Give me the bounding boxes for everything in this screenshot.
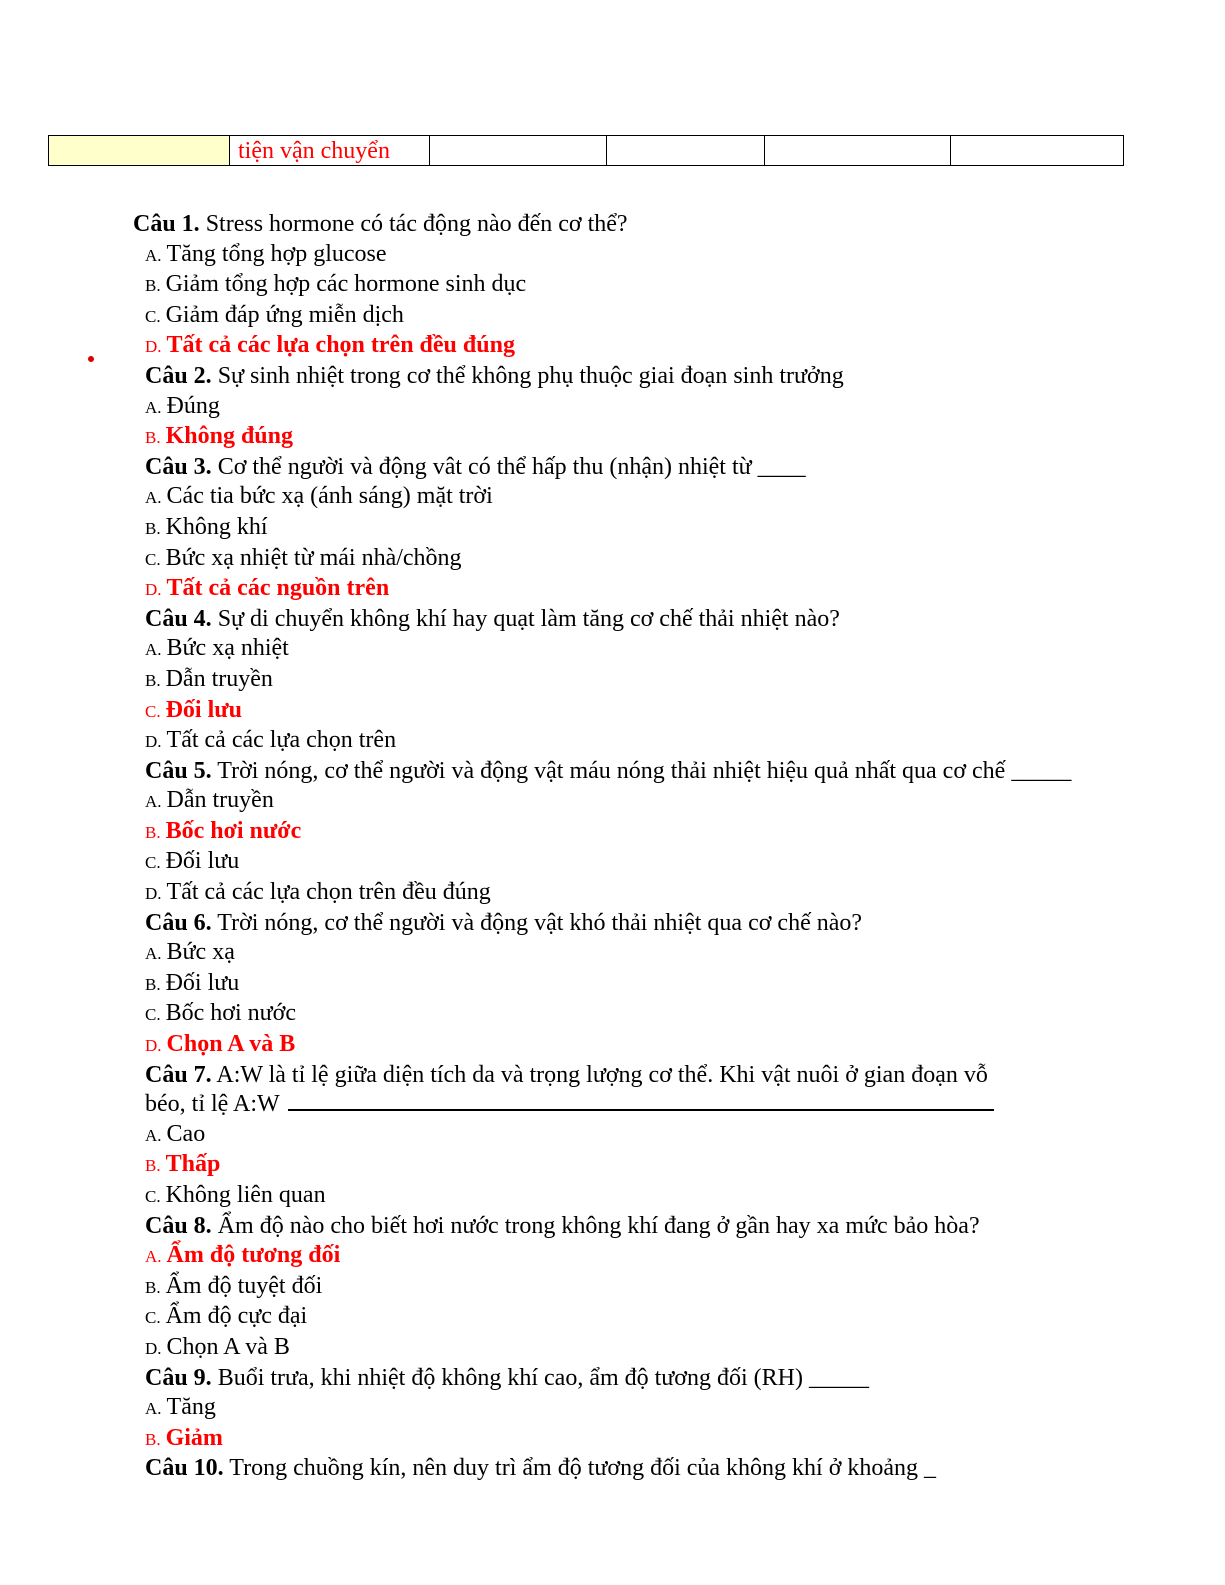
- answer-option: [133, 817, 1133, 848]
- question-3: [133, 453, 1133, 483]
- answer-option: [133, 665, 1133, 696]
- quiz-content: [133, 210, 1133, 1484]
- option-letter: D.: [145, 580, 162, 600]
- option-letter: C.: [145, 701, 161, 721]
- table-cell: [430, 136, 607, 166]
- top-table-fragment: [48, 135, 1124, 166]
- option-text: Bức xạ nhiệt: [166, 635, 289, 662]
- option-letter: B.: [145, 1277, 161, 1297]
- answer-option: [133, 847, 1133, 878]
- answer-option: [133, 1030, 1133, 1061]
- table-cell: [607, 136, 765, 166]
- question-label: Câu 8.: [145, 1212, 212, 1239]
- answer-option: [133, 422, 1133, 453]
- question-label: Câu 3.: [145, 453, 212, 480]
- option-letter: D.: [145, 884, 162, 904]
- option-letter: C.: [145, 549, 161, 569]
- answer-option: [133, 240, 1133, 271]
- answer-option: [133, 999, 1133, 1030]
- option-text: Không liên quan: [165, 1182, 326, 1208]
- question-9: [133, 1364, 1133, 1394]
- answer-option: [133, 1424, 1133, 1455]
- option-text: Đúng: [166, 392, 220, 419]
- option-text: Không đúng: [165, 423, 293, 450]
- question-10: [133, 1454, 1133, 1484]
- option-letter: C.: [145, 1187, 161, 1206]
- option-letter: A.: [145, 245, 162, 265]
- option-text: Không khí: [165, 513, 268, 540]
- question-label: Câu 10.: [145, 1455, 224, 1482]
- option-text: Ẩm độ cực đại: [165, 1303, 308, 1330]
- option-letter: B.: [145, 276, 161, 296]
- option-text: Cao: [166, 1120, 206, 1147]
- option-text: Đối lưu: [165, 696, 243, 723]
- answer-option: [133, 1272, 1133, 1303]
- answer-option: [133, 726, 1133, 757]
- option-letter: C.: [145, 853, 161, 873]
- option-letter: D.: [145, 1338, 162, 1358]
- question-label: Câu 7.: [145, 1061, 212, 1088]
- answer-option: [133, 969, 1133, 1000]
- option-letter: D.: [145, 1036, 162, 1056]
- option-text: Giảm tổng hợp các hormone sinh dục: [165, 271, 527, 298]
- question-label: Câu 5.: [145, 757, 212, 784]
- answer-option: [133, 301, 1133, 332]
- question-text: Trời nóng, cơ thể người và động vật khó thải nhiệt qua cơ chế nào?: [217, 909, 863, 936]
- option-text: Ẩm độ tuyệt đối: [165, 1272, 323, 1299]
- question-label: Câu 2.: [145, 362, 212, 389]
- answer-option: [133, 331, 1133, 362]
- option-letter: B.: [145, 670, 161, 690]
- option-text: Đối lưu: [165, 969, 240, 996]
- question-text: Sự di chuyển không khí hay quạt làm tăng cơ chế thải nhiệt nào?: [217, 605, 840, 632]
- option-letter: B.: [145, 822, 161, 842]
- option-letter: A.: [145, 1399, 162, 1419]
- answer-option: [133, 574, 1133, 605]
- option-text: Tất cả các lựa chọn trên: [166, 727, 397, 754]
- option-letter: A.: [145, 1125, 162, 1145]
- question-label: Câu 9.: [145, 1364, 212, 1391]
- answer-option: [133, 1120, 1133, 1151]
- option-text: Tất cả các nguồn trên: [166, 575, 390, 602]
- option-letter: A.: [145, 397, 162, 417]
- option-letter: A.: [145, 1247, 162, 1267]
- option-letter: D.: [145, 337, 162, 357]
- option-letter: D.: [145, 732, 162, 752]
- option-letter: A.: [145, 944, 162, 964]
- question-8: [133, 1212, 1133, 1242]
- answer-option: [133, 878, 1133, 909]
- question-text: béo, tỉ lệ A:W: [145, 1091, 280, 1118]
- question-text: Ẩm độ nào cho biết hơi nước trong không khí đang ở gần hay xa mức bảo hòa?: [217, 1212, 980, 1239]
- question-label: Câu 1.: [133, 211, 200, 237]
- question-text: A:W là tỉ lệ giữa diện tích da và trọng lượng cơ thể. Khi vật nuôi ở gian đoạn vỗ: [216, 1061, 988, 1088]
- option-text: Dẫn truyền: [165, 665, 273, 692]
- answer-option: [133, 392, 1133, 423]
- table-cell: [49, 136, 230, 166]
- option-letter: B.: [145, 518, 161, 538]
- option-text: Bức xạ nhiệt từ mái nhà/chồng: [165, 544, 462, 571]
- question-5: [133, 757, 1133, 787]
- question-4: [133, 605, 1133, 635]
- option-letter: C.: [145, 306, 161, 326]
- option-text: Tất cả các lựa chọn trên đều đúng: [166, 879, 491, 906]
- table-cell: [765, 136, 951, 166]
- answer-option: [133, 544, 1133, 575]
- answer-option: [133, 270, 1133, 301]
- question-2: [133, 362, 1133, 392]
- question-7: [133, 1061, 1133, 1091]
- red-mark-icon: [87, 355, 95, 363]
- answer-blank: [288, 1091, 994, 1111]
- question-text: Stress hormone có tác động nào đến cơ thể?: [205, 211, 628, 237]
- option-text: Tăng tổng hợp glucose: [166, 240, 387, 267]
- option-letter: C.: [145, 1005, 161, 1025]
- option-text: Dẫn truyền: [166, 787, 274, 814]
- option-letter: B.: [145, 1429, 161, 1449]
- option-text: Bốc hơi nước: [165, 1000, 296, 1027]
- option-letter: B.: [145, 1156, 161, 1176]
- option-text: Tất cả các lựa chọn trên đều đúng: [166, 332, 515, 359]
- question-text: Trời nóng, cơ thể người và động vật máu nóng thải nhiệt hiệu quả nhất qua cơ chế _____: [217, 757, 1072, 784]
- answer-option: [133, 696, 1133, 727]
- answer-option: [133, 513, 1133, 544]
- option-text: Đối lưu: [165, 848, 240, 875]
- answer-option: [133, 1241, 1133, 1272]
- question-text: Buổi trưa, khi nhiệt độ không khí cao, ẩm độ tương đối (RH) _____: [217, 1364, 869, 1391]
- option-text: Giảm: [165, 1424, 223, 1451]
- table-row: [49, 136, 1124, 166]
- question-1: [133, 210, 1133, 240]
- table-cell: [951, 136, 1124, 166]
- answer-option: [133, 1333, 1133, 1364]
- question-6: [133, 909, 1133, 939]
- answer-option: [133, 1302, 1133, 1333]
- option-text: Ẩm độ tương đối: [166, 1242, 341, 1269]
- question-label: Câu 4.: [145, 605, 212, 632]
- question-text-continued: [133, 1090, 1133, 1120]
- answer-option: [133, 1181, 1133, 1212]
- answer-option: [133, 1150, 1133, 1181]
- option-text: Chọn A và B: [166, 1031, 296, 1058]
- answer-option: [133, 634, 1133, 665]
- option-letter: A.: [145, 488, 162, 508]
- question-text: Sự sinh nhiệt trong cơ thể không phụ thuộc giai đoạn sinh trưởng: [217, 362, 844, 389]
- question-text: Cơ thể người và động vât có thể hấp thu (nhận) nhiệt từ ____: [217, 453, 806, 480]
- option-text: Giảm đáp ứng miễn dịch: [165, 301, 404, 328]
- option-text: Bốc hơi nước: [165, 817, 302, 844]
- answer-option: [133, 938, 1133, 969]
- question-label: Câu 6.: [145, 909, 212, 936]
- question-text: Trong chuồng kín, nên duy trì ẩm độ tương đối của không khí ở khoảng _: [229, 1455, 937, 1482]
- option-text: Chọn A và B: [166, 1333, 290, 1360]
- answer-option: [133, 1393, 1133, 1424]
- option-letter: A.: [145, 640, 162, 660]
- option-text: Bức xạ: [166, 939, 235, 966]
- option-text: Tăng: [166, 1394, 216, 1421]
- option-text: Các tia bức xạ (ánh sáng) mặt trời: [166, 483, 493, 510]
- option-letter: C.: [145, 1308, 161, 1328]
- option-letter: B.: [145, 974, 161, 994]
- answer-option: [133, 786, 1133, 817]
- table-cell: tiện vận chuyển: [230, 136, 430, 166]
- option-letter: B.: [145, 428, 161, 448]
- answer-option: [133, 482, 1133, 513]
- option-text: Thấp: [165, 1151, 221, 1178]
- option-letter: A.: [145, 792, 162, 812]
